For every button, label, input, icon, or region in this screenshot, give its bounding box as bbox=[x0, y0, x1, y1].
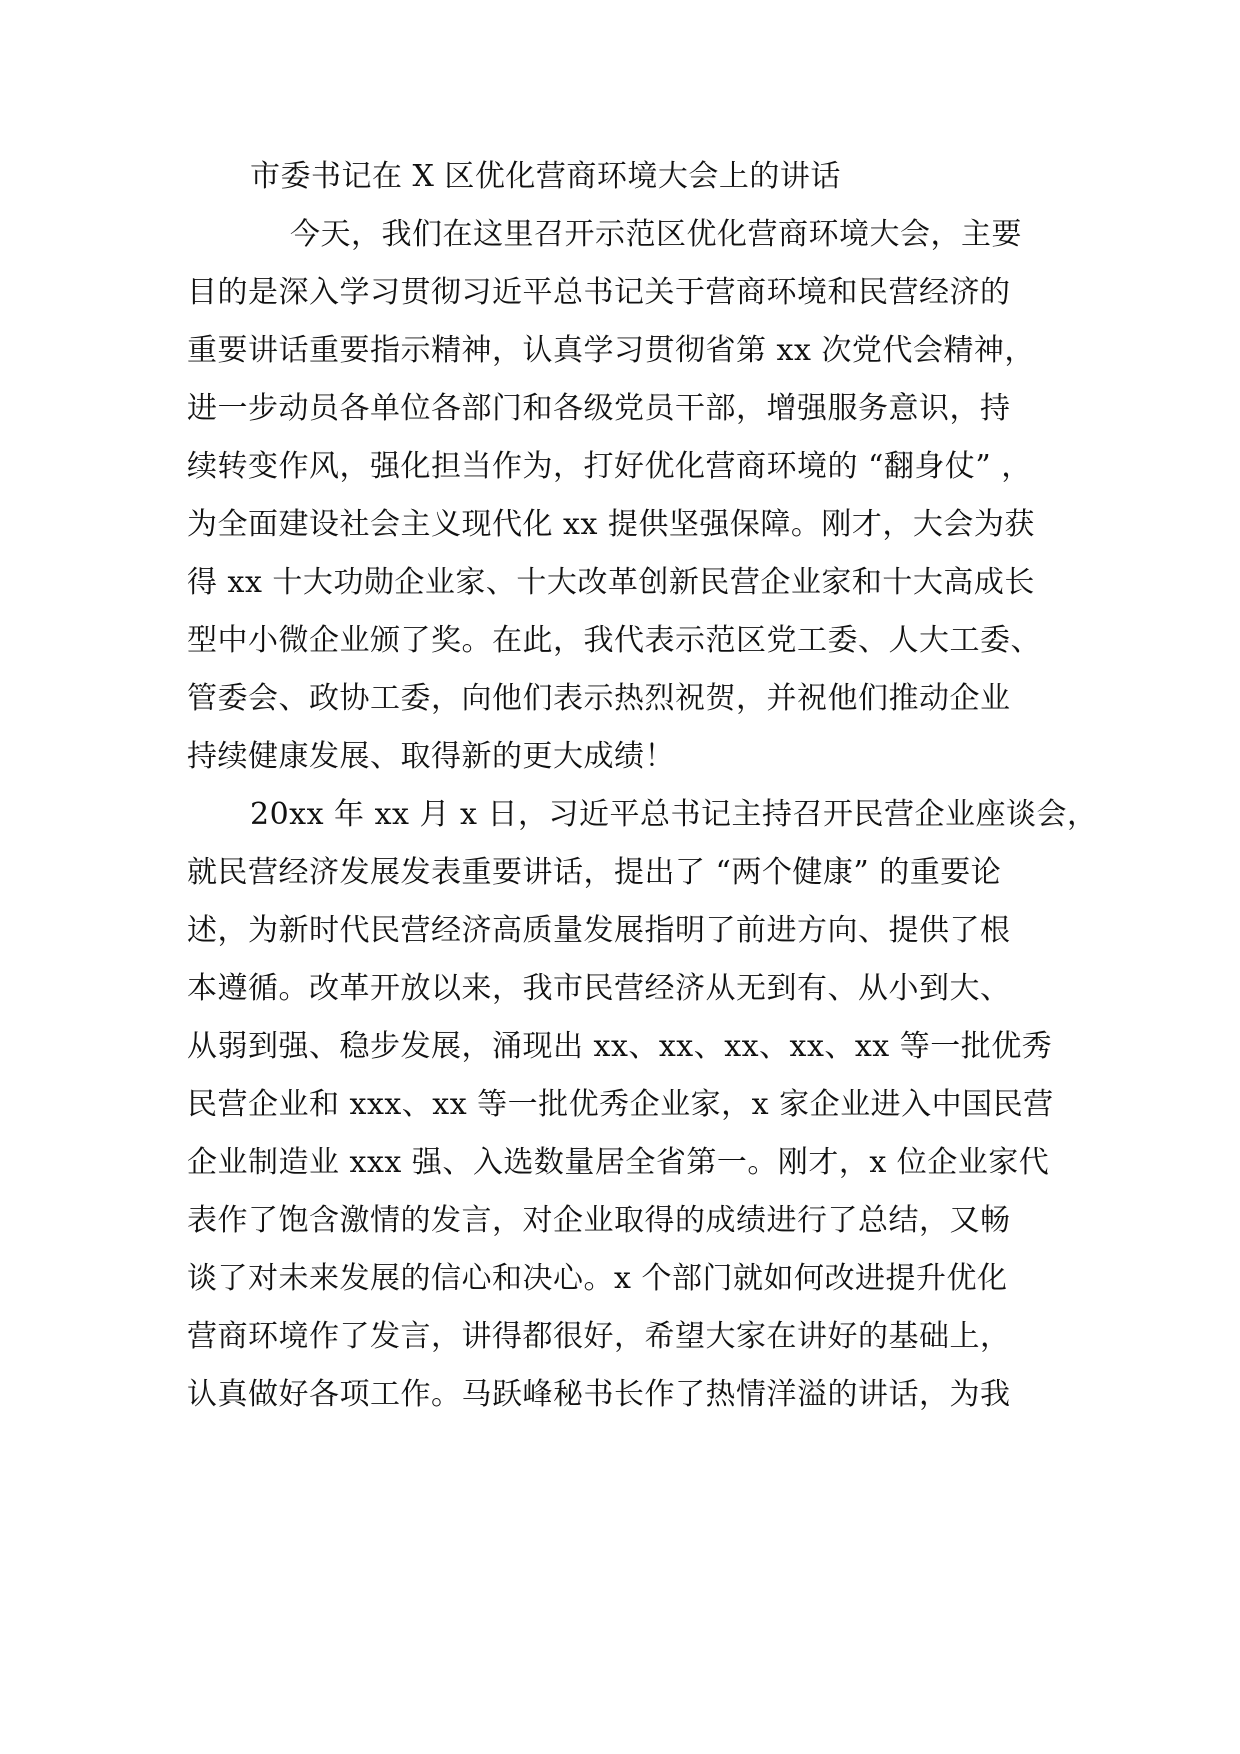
document-title: 市委书记在 X 区优化营商环境大会上的讲话 bbox=[250, 159, 841, 194]
text-line: 续转变作风，强化担当作为，打好优化营商环境的 “翻身仗” ， bbox=[187, 449, 1032, 484]
text-line: 表作了饱含激情的发言，对企业取得的成绩进行了总结，又畅 bbox=[187, 1203, 1011, 1238]
text-line: 20xx 年 xx 月 x 日，习近平总书记主持召开民营企业座谈会， bbox=[250, 797, 1098, 832]
text-line: 本遵循。改革开放以来，我市民营经济从无到有、从小到大、 bbox=[187, 971, 1011, 1006]
text-line: 从弱到强、稳步发展，涌现出 xx、xx、xx、xx、xx 等一批优秀 bbox=[187, 1029, 1053, 1064]
text-line: 营商环境作了发言，讲得都很好，希望大家在讲好的基础上， bbox=[187, 1319, 1011, 1354]
text-line: 述，为新时代民营经济高质量发展指明了前进方向、提供了根 bbox=[187, 913, 1011, 948]
text-line: 就民营经济发展发表重要讲话，提出了 “两个健康” 的重要论 bbox=[187, 855, 1002, 890]
text-line: 型中小微企业颁了奖。在此，我代表示范区党工委、人大工委、 bbox=[187, 623, 1041, 658]
text-line: 认真做好各项工作。马跃峰秘书长作了热情洋溢的讲话，为我 bbox=[187, 1377, 1011, 1412]
text-line: 持续健康发展、取得新的更大成绩！ bbox=[187, 739, 675, 774]
text-line: 目的是深入学习贯彻习近平总书记关于营商环境和民营经济的 bbox=[187, 275, 1011, 310]
text-line: 重要讲话重要指示精神，认真学习贯彻省第 xx 次党代会精神， bbox=[187, 333, 1035, 368]
text-line: 为全面建设社会主义现代化 xx 提供坚强保障。刚才，大会为获 bbox=[187, 507, 1035, 542]
text-line: 管委会、政协工委，向他们表示热烈祝贺，并祝他们推动企业 bbox=[187, 681, 1011, 716]
text-line: 今天，我们在这里召开示范区优化营商环境大会，主要 bbox=[290, 217, 1022, 252]
text-line: 企业制造业 xxx 强、入选数量居全省第一。刚才，x 位企业家代 bbox=[187, 1145, 1050, 1180]
text-line: 谈了对未来发展的信心和决心。x 个部门就如何改进提升优化 bbox=[187, 1261, 1008, 1296]
text-line: 进一步动员各单位各部门和各级党员干部，增强服务意识，持 bbox=[187, 391, 1011, 426]
text-line: 得 xx 十大功勋企业家、十大改革创新民营企业家和十大高成长 bbox=[187, 565, 1035, 600]
text-line: 民营企业和 xxx、xx 等一批优秀企业家，x 家企业进入中国民营 bbox=[187, 1087, 1054, 1122]
